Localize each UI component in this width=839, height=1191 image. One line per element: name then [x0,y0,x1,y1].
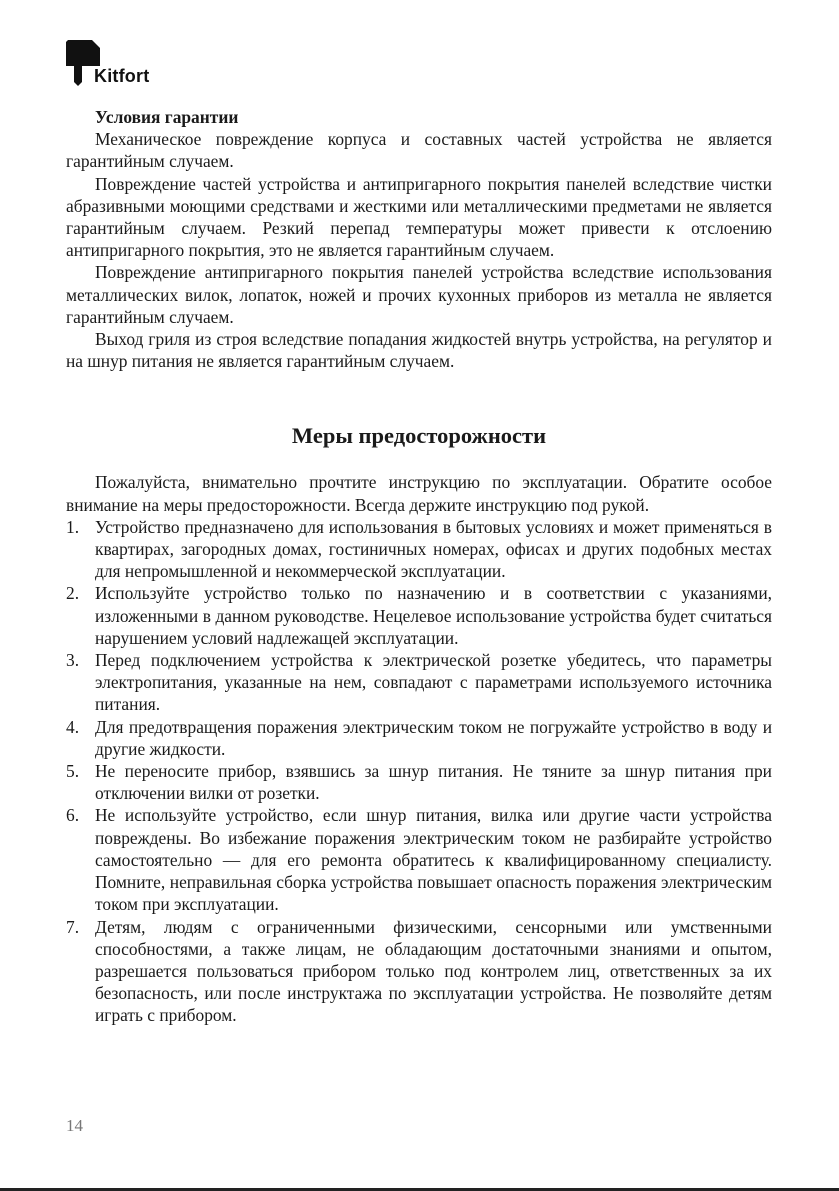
precautions-intro: Пожалуйста, внимательно прочтите инструкцию по эксплуатации. Обратите особое внимание на меры предосторожности. Всегда держите инструкцию под рукой. [66,472,772,515]
item-text: Детям, людям с ограниченными физическими, сенсорными или умственными способностями, а также лицам, не обладающим достаточными знаниями и опытом, разрешается пользоваться прибором только под контролем лиц, ответственных за их безопасность, или после инструктажа по эксплуатации устройства. Не позволяйте детям играть с прибором. [95,916,772,1026]
list-item [66,760,772,804]
item-number: 1. [66,516,80,537]
list-item [66,649,772,716]
page-number: 14 [66,1116,83,1135]
warranty-paragraph: Механическое повреждение корпуса и составных частей устройства не является гарантийным случаем. [66,129,772,172]
item-number: 6. [66,805,80,826]
item-number: 2. [66,583,80,604]
list-item [66,916,772,1027]
item-text: Перед подключением устройства к электрической розетке убедитесь, что параметры электропитания, указанные на нем, совпадают с параметрами используемого источника питания. [95,650,772,715]
precautions-list [66,516,772,1027]
item-text: Не используйте устройство, если шнур питания, вилка или другие части устройства повреждены. Во избежание поражения электрическим током не разбирайте устройство самостоятельно — для его ремонта обратитесь к квалифицированному специалисту. Помните, неправильная сборка устройства повышает опасность поражения электрическим током при эксплуатации. [95,805,772,915]
item-text: Не переносите прибор, взявшись за шнур питания. Не тяните за шнур питания при отключении вилки от розетки. [95,761,772,804]
precautions-section [66,422,772,1026]
item-number: 5. [66,761,80,782]
warranty-paragraph: Повреждение антипригарного покрытия панелей устройства вследствие использования металлических вилок, лопаток, ножей и прочих кухонных приборов из металла не является гарантийным случаем. [66,262,772,327]
list-item [66,582,772,649]
item-number: 4. [66,716,80,737]
brand-logo [66,40,166,90]
list-item [66,804,772,915]
list-item [66,716,772,760]
item-text: Для предотвращения поражения электрическим током не погружайте устройство в воду и другие жидкости. [95,716,772,759]
warranty-paragraph: Выход гриля из строя вследствие попадания жидкостей внутрь устройства, на регулятор и на шнур питания не является гарантийным случаем. [66,329,772,372]
section-title: Меры предосторожности [291,423,547,449]
page-content [66,106,772,1027]
item-number: 7. [66,916,80,937]
item-number: 3. [66,650,80,671]
item-text: Используйте устройство только по назначению и в соответствии с указаниями, изложенными в данном руководстве. Нецелевое использование устройства будет считаться нарушением условий надлежащей эксплуатации. [95,583,772,648]
warranty-paragraph: Повреждение частей устройства и антипригарного покрытия панелей вследствие чистки абразивными моющими средствами и жесткими или металлическими предметами не является гарантийным случаем. Резкий перепад температуры может привести к отслоению антипригарного покрытия, это не является гарантийным случаем. [66,173,772,261]
brand-name: Kitfort [94,66,150,86]
list-item [66,516,772,583]
warranty-title: Условия гарантии [95,107,239,127]
item-text: Устройство предназначено для использования в бытовых условиях и может применяться в квартирах, загородных домах, гостиничных номерах, офисах и других подобных местах для непромышленной и некоммерческой эксплуатации. [95,516,772,582]
warranty-section [66,106,772,372]
